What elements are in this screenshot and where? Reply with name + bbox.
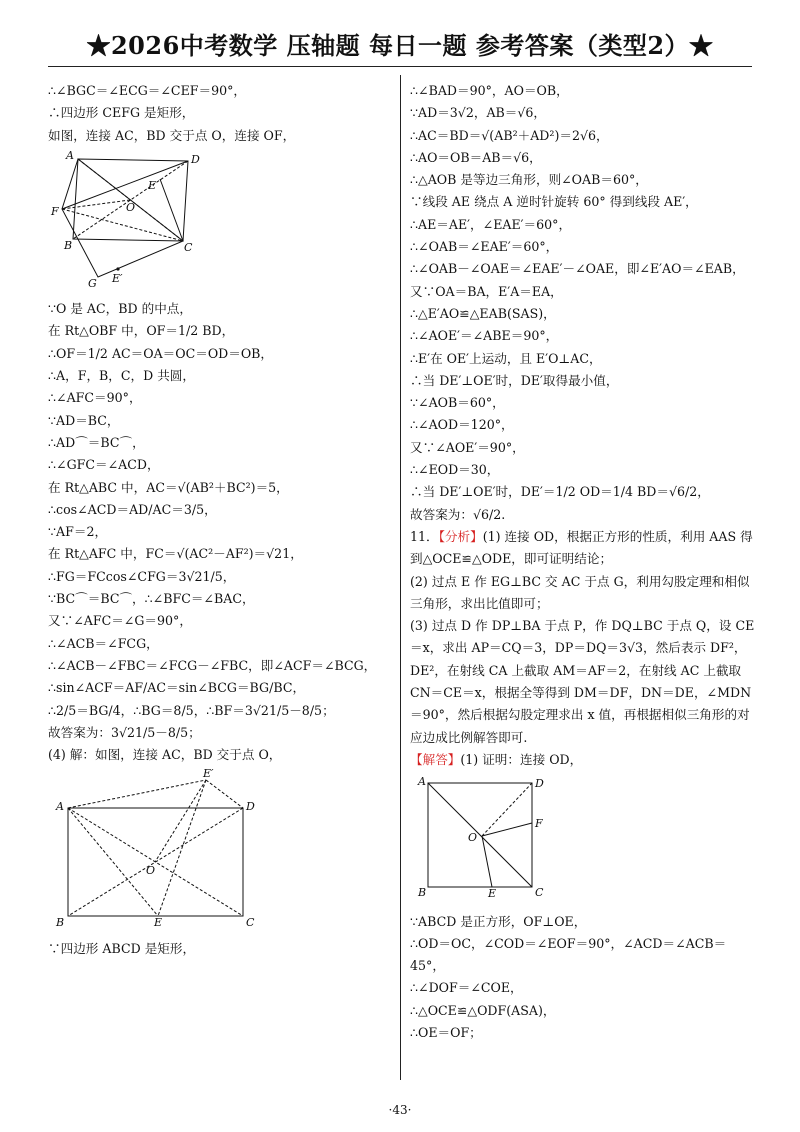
- text-line: ∵BC⌒＝BC⌒，∴∠BFC＝∠BAC，: [48, 591, 255, 607]
- text-line: ∴△OCE≌△ODF(ASA)，: [410, 1002, 556, 1018]
- text-line: 在 Rt△ABC 中，AC＝√(AB²＋BC²)＝5，: [48, 479, 289, 495]
- analysis-tag: 【分析】: [438, 528, 483, 544]
- text-line: ∴cos∠ACD＝AD/AC＝3/5，: [48, 501, 217, 517]
- text-line: 在 Rt△OBF 中，OF＝1/2 BD，: [48, 323, 235, 339]
- text-line: ∵AD＝BC，: [48, 412, 120, 428]
- analysis-text: (3) 过点 D 作 DP⊥BA 于点 P，作 DQ⊥BC 于点 Q，设 CE＝x，求出 AP＝CQ＝3，DP＝DQ＝3√3，然后表示 DF²，DE²，在射线 CA 上截取 AM＝AF＝2，在射线 AC 上截取 CN＝CE＝x，根据全等得到 DM＝DF，DN＝DE，∠MDN＝90°，然后根据勾股定理求出 x 值，再根据相似三角形的对应边成比例解答即可.: [410, 618, 755, 745]
- text-line: ∴E′在 OE′上运动，且 E′O⊥AC，: [410, 350, 602, 366]
- text-line: ∵AF＝2，: [48, 524, 108, 540]
- text-line: ∴∠BGC＝∠ECG＝∠CEF＝90°，: [48, 83, 247, 98]
- answer-heading: [410, 749, 756, 771]
- text-line: 如图，连接 AC，BD 交于点 O，连接 OF，: [48, 127, 296, 143]
- text-line: ∵AD＝3√2，AB＝√6，: [410, 105, 547, 121]
- text-line: ∴当 DE′⊥OE′时，DE′取得最小值，: [410, 372, 619, 388]
- label-b: B: [418, 886, 427, 900]
- text-line: ∵四边形 ABCD 是矩形，: [48, 940, 196, 956]
- text-line: 又∵∠AOE′＝90°，: [410, 439, 525, 455]
- text-line: 又∵OA＝BA，E′A＝EA，: [410, 283, 563, 299]
- column-divider: [400, 75, 401, 1080]
- label-e-prime: E′: [203, 768, 214, 781]
- text-line: ∴∠OAB＝∠EAE′＝60°，: [410, 239, 559, 255]
- label-a: A: [56, 800, 64, 814]
- text-line: ∵ABCD 是正方形，OF⊥OE，: [410, 913, 587, 929]
- label-b: B: [56, 916, 65, 929]
- label-d: D: [246, 800, 255, 814]
- text-line: ∵线段 AE 绕点 A 逆时针旋转 60° 得到线段 AE′，: [410, 194, 698, 210]
- label-c: C: [246, 916, 255, 929]
- text-line: ∴AD⌒＝BC⌒，: [48, 434, 145, 450]
- text-line: 又∵∠AFC＝∠G＝90°，: [48, 613, 192, 629]
- text-line: ∴△E′AO≌△EAB(SAS)，: [410, 305, 556, 321]
- analysis-text: (1) 连接 OD，根据正方形的性质，利用 AAS 得到△OCE≌△ODE，即可证明结论；: [410, 528, 753, 567]
- label-o: O: [146, 864, 156, 878]
- text-line: ∴∠AOD＝120°，: [410, 417, 514, 433]
- text-line: ∴四边形 CEFG 是矩形，: [48, 105, 195, 121]
- text-line: ∴OE＝OF；: [410, 1024, 482, 1040]
- text-line: 故答案为：3√21/5－8/5；: [48, 724, 201, 740]
- text-line: ∴∠ACB＝∠FCG，: [48, 635, 159, 651]
- label-d: D: [535, 777, 544, 791]
- label-f: F: [51, 204, 59, 218]
- figure-rectangle-2: [48, 768, 278, 928]
- left-column: [48, 80, 393, 960]
- text-line: ∴AO＝OB＝AB＝√6，: [410, 149, 542, 165]
- text-line: ∴AE＝AE′，∠EAE′＝60°，: [410, 216, 572, 232]
- text-line: ∵O 是 AC，BD 的中点，: [48, 301, 192, 317]
- text-line: ∴2/5＝BG/4，∴BG＝8/5，∴BF＝3√21/5－8/5；: [48, 702, 335, 718]
- header-rule: [48, 66, 752, 67]
- text-line: ∴∠AOE′＝∠ABE＝90°，: [410, 328, 559, 344]
- text-line: ∴∠ACB－∠FBC＝∠FCG－∠FBC，即∠ACF＝∠BCG，: [48, 657, 377, 673]
- text-line: ∵∠AOB＝60°，: [410, 395, 505, 411]
- figure-labels: [417, 775, 544, 900]
- figure-labels: [55, 768, 255, 928]
- problem-number: 11．: [410, 528, 439, 544]
- figure-square: [410, 773, 560, 901]
- figure-labels: [50, 149, 200, 289]
- label-a: A: [66, 148, 74, 162]
- text-line: 在 Rt△AFC 中，FC＝√(AC²－AF²)＝√21，: [48, 546, 303, 562]
- text-line: ∴∠DOF＝∠COE，: [410, 980, 523, 996]
- label-b: B: [64, 238, 73, 252]
- label-e-prime: E′: [112, 271, 123, 285]
- label-g: G: [88, 276, 97, 289]
- text-line: ∴△AOB 是等边三角形，则∠OAB＝60°，: [410, 172, 648, 188]
- text-line: ∴sin∠ACF＝AF/AC＝sin∠BCG＝BG/BC，: [48, 680, 306, 696]
- text-line: ∴∠BAD＝90°，AO＝OB，: [410, 83, 569, 98]
- label-e: E: [148, 178, 157, 192]
- label-o: O: [468, 831, 478, 845]
- text-line: ∴当 DE′⊥OE′时，DE′＝1/2 OD＝1/4 BD＝√6/2，: [410, 484, 710, 500]
- text-line: ∴OF＝1/2 AC＝OA＝OC＝OD＝OB，: [48, 345, 274, 361]
- text-line: (4) 解：如图，连接 AC，BD 交于点 O，: [48, 747, 282, 763]
- text-line: ∴OD＝OC，∠COD＝∠EOF＝90°，∠ACD＝∠ACB＝45°，: [410, 935, 727, 974]
- answer-tag: 【解答】: [410, 751, 461, 767]
- right-column: [410, 80, 756, 1044]
- text-line: ∴∠AFC＝90°，: [48, 390, 142, 406]
- answer-intro: (1) 证明：连接 OD，: [460, 751, 583, 767]
- label-c: C: [184, 240, 193, 254]
- label-o: O: [126, 200, 136, 214]
- text-line: 故答案为：√6/2.: [410, 506, 506, 522]
- text-line: ∴AC＝BD＝√(AB²＋AD²)＝2√6，: [410, 127, 609, 143]
- page-number: ·43·: [388, 1103, 412, 1117]
- label-d: D: [191, 152, 200, 166]
- text-line: ∴∠EOD＝30，: [410, 462, 500, 478]
- text-line: ∴∠GFC＝∠ACD，: [48, 457, 160, 473]
- text-line: ∴FG＝FCcos∠CFG＝3√21/5，: [48, 568, 236, 584]
- label-c: C: [535, 886, 544, 900]
- page-title: ★2026中考数学 压轴题 每日一题 参考答案（类型2）★: [86, 31, 714, 60]
- text-line: ∴A，F，B，C，D 共圆，: [48, 368, 195, 384]
- figure-rectangle-1: [48, 149, 208, 289]
- label-f: F: [535, 817, 543, 831]
- text-line: ∴∠OAB－∠OAE＝∠EAE′－∠OAE，即∠E′AO＝∠EAB，: [410, 261, 745, 277]
- problem-11-analysis: [410, 526, 756, 571]
- analysis-text: (2) 过点 E 作 EG⊥BC 交 AC 于点 G，利用勾股定理和相似三角形，求出比值即可；: [410, 573, 750, 611]
- label-e: E: [154, 916, 163, 929]
- label-e: E: [488, 887, 497, 901]
- label-a: A: [418, 775, 426, 789]
